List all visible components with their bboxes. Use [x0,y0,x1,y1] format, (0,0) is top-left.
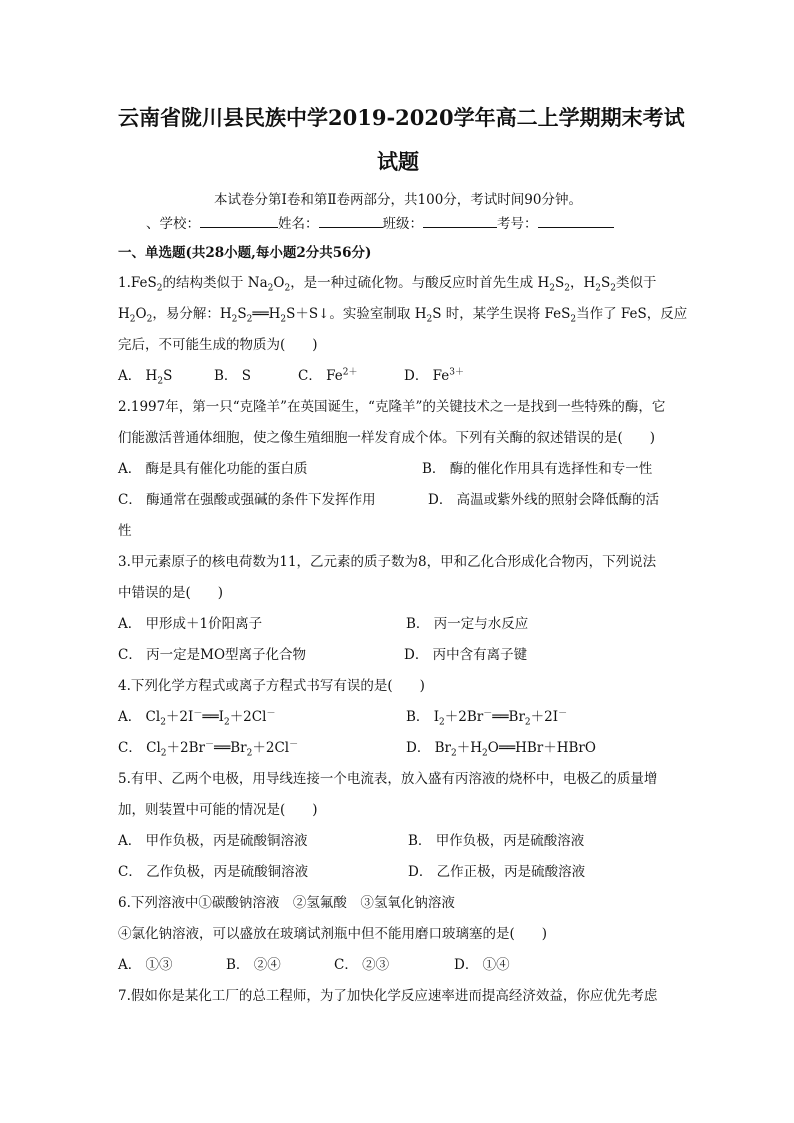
question-2-option-d[interactable]: D． 高温或紫外线的照射会降低酶的活 [428,492,660,508]
question-3-option-d[interactable]: D． 丙中含有离子键 [404,647,528,663]
question-1 [118,268,688,392]
question-2-options-ab [118,454,678,485]
number-label: 考号： [497,216,538,232]
name-blank[interactable] [319,213,383,228]
number-blank[interactable] [538,213,614,228]
question-6-line-2: ④氯化钠溶液，可以盛放在玻璃试剂瓶中但不能用磨口玻璃塞的是( ) [118,926,548,942]
question-2-line-2: 们能激活普通体细胞，使之像生殖细胞一样发育成个体。下列有关酶的叙述错误的是( ) [118,430,656,446]
question-4-option-d[interactable]: D． $Br_2+H_2O══HBr+HBrO$ [406,740,596,759]
question-7 [118,981,678,1012]
question-2-option-b[interactable]: B． 酶的催化作用具有选择性和专一性 [422,461,653,477]
question-4-option-c[interactable]: C． $Cl_2+2Br^-══Br_2+2Cl^-$ [118,739,299,759]
exam-intro: 本试卷分第Ⅰ卷和第Ⅱ卷两部分，共100分，考试时间90分钟。 [214,192,582,208]
section-heading: 一、单选题(共28小题,每小题2分共56分) [118,245,372,261]
class-label: 班级： [382,216,423,232]
question-2-options-cd [118,485,678,516]
question-1-option-d[interactable]: D． $Fe^{3+}$ [404,367,464,384]
question-1-line-1: 1.FeS$_2$的结构类似于 $Na_2O_2$，是一种过硫化物。与酸反应时首先生成 $H_2S_2$，$H_2S_2$类似于 [118,275,657,294]
question-4-line-1: 4.下列化学方程式或离子方程式书写有误的是( ) [118,678,425,694]
question-2 [118,392,678,547]
exam-page [118,0,688,1012]
question-1-line-3: 完后，不可能生成的物质为( ) [118,337,318,353]
question-5-options-ab [118,826,678,857]
question-3-option-c[interactable]: C． 丙一定是MO型离子化合物 [118,647,307,663]
question-4-option-b[interactable]: B． $I_2+2Br^-══Br_2+2I^-$ [406,708,568,728]
exam-title-line2: 试题 [377,149,419,174]
question-2-option-c[interactable]: C． 酶通常在强酸或强碱的条件下发挥作用 [118,492,376,508]
question-4-options-ab [118,702,678,733]
question-5-option-b[interactable]: B． 甲作负极，丙是硫酸溶液 [408,833,585,849]
question-1-options [118,361,678,392]
question-5-options-cd [118,857,678,888]
question-1-option-a[interactable]: A． $H_2S$ [118,368,173,387]
question-2-line-1: 2.1997年，第一只“克隆羊”在英国诞生，“克隆羊”的关键技术之一是找到一些特殊的酶，它 [118,399,666,415]
question-3-line-1: 3.甲元素原子的核电荷数为11，乙元素的质子数为8，甲和乙化合形成化合物丙，下列说法 [118,554,657,570]
question-6-option-d[interactable]: D． ①④ [454,957,510,973]
question-3-options-ab [118,609,678,640]
question-6-option-a[interactable]: A． ①③ [118,957,173,973]
question-6-option-c[interactable]: C． ②③ [334,957,390,973]
question-1-line-2: $H_2O_2$，易分解：$H_2S_2══H_2S+S↓$。实验室制取 $H_2S$ 时，某学生误将 FeS$_2$当作了 FeS，反应 [118,306,688,325]
class-blank[interactable] [423,213,497,228]
school-blank[interactable] [200,213,278,228]
question-3-option-b[interactable]: B． 丙一定与水反应 [406,616,529,632]
student-info-fields [146,210,678,238]
question-5-line-2: 加，则装置中可能的情况是( ) [118,802,318,818]
question-1-option-b[interactable]: B． S [214,368,251,384]
question-3-options-cd [118,640,678,671]
question-3 [118,547,678,671]
question-5 [118,764,678,888]
question-5-option-c[interactable]: C． 乙作负极，丙是硫酸铜溶液 [118,864,309,880]
question-5-option-d[interactable]: D． 乙作正极，丙是硫酸溶液 [408,864,586,880]
question-6-options [118,950,678,981]
question-6-option-b[interactable]: B． ②④ [226,957,281,973]
question-2-option-d-wrap: 性 [118,523,132,539]
question-6-line-1: 6.下列溶液中①碳酸钠溶液 ②氢氟酸 ③氢氧化钠溶液 [118,895,455,911]
question-7-line-1: 7.假如你是某化工厂的总工程师，为了加快化学反应速率进而提高经济效益，你应优先考虑 [118,988,658,1004]
question-5-option-a[interactable]: A． 甲作负极，丙是硫酸铜溶液 [118,833,308,849]
question-3-option-a[interactable]: A． 甲形成＋1价阳离子 [118,616,263,632]
question-4-options-cd [118,733,678,764]
question-4-option-a[interactable]: A． $Cl_2+2I^-══I_2+2Cl^-$ [118,708,276,728]
question-2-option-a[interactable]: A． 酶是具有催化功能的蛋白质 [118,461,308,477]
exam-title-line1: 云南省陇川县民族中学2019-2020学年高二上学期期末考试 [118,105,685,130]
school-label: 、学校： [146,216,200,232]
name-label: 姓名： [278,216,319,232]
question-1-option-c[interactable]: C． $Fe^{2+}$ [298,367,358,384]
question-3-line-2: 中错误的是( ) [118,585,224,601]
question-5-line-1: 5.有甲、乙两个电极，用导线连接一个电流表，放入盛有丙溶液的烧杯中，电极乙的质量增 [118,771,658,787]
question-4 [118,671,678,764]
question-6 [118,888,678,981]
